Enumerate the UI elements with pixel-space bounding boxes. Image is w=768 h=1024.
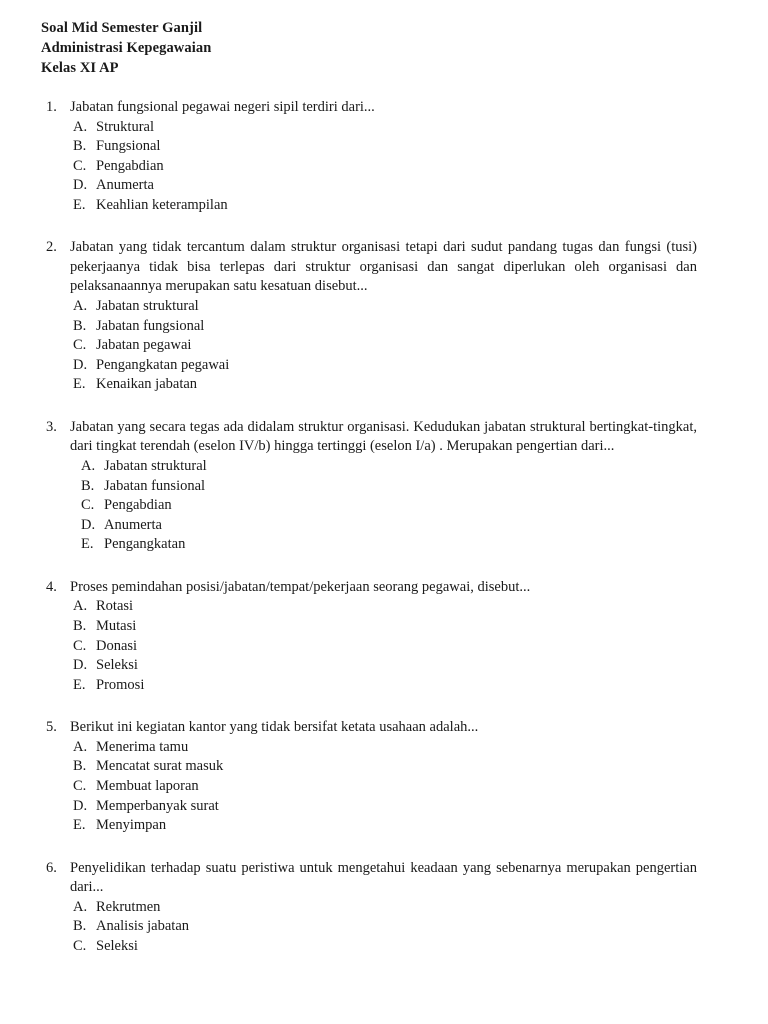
option-text: Struktural	[96, 118, 154, 135]
option-item[interactable]	[73, 777, 697, 797]
option-letter: E.	[73, 817, 86, 834]
option-letter: C.	[81, 497, 95, 514]
option-letter: A.	[73, 118, 88, 135]
option-item[interactable]	[81, 535, 697, 555]
option-letter: C.	[73, 157, 87, 174]
option-text: Pengabdian	[104, 497, 172, 514]
option-text: Pengangkatan pegawai	[96, 356, 230, 373]
option-item[interactable]	[73, 196, 697, 216]
option-text: Menyimpan	[96, 817, 167, 834]
option-list	[41, 898, 697, 957]
option-letter: B.	[81, 477, 95, 494]
option-letter: D.	[73, 657, 88, 674]
option-text: Promosi	[96, 676, 145, 693]
question-stem	[41, 859, 697, 898]
option-item[interactable]	[73, 336, 697, 356]
option-letter: A.	[73, 898, 88, 915]
option-letter: D.	[73, 356, 88, 373]
question-item	[41, 718, 697, 835]
option-text: Membuat laporan	[96, 778, 199, 795]
option-letter: E.	[73, 376, 86, 393]
option-item[interactable]	[73, 356, 697, 376]
question-text: Berikut ini kegiatan kantor yang tidak bersifat ketata usahaan adalah...	[70, 719, 479, 736]
option-letter: D.	[73, 177, 88, 194]
question-stem	[41, 238, 697, 297]
header-line-title: Soal Mid Semester Ganjil	[41, 20, 203, 36]
option-letter: C.	[73, 938, 87, 955]
question-number: 6.	[46, 859, 57, 876]
option-letter: E.	[73, 196, 86, 213]
option-text: Anumerta	[96, 177, 154, 194]
option-text: Analisis jabatan	[96, 918, 190, 935]
option-text: Jabatan funsional	[104, 477, 206, 494]
option-text: Seleksi	[96, 938, 138, 955]
option-item[interactable]	[81, 516, 697, 536]
document-header	[41, 18, 697, 78]
option-item[interactable]	[73, 375, 697, 395]
option-list	[41, 118, 697, 216]
option-letter: E.	[73, 676, 86, 693]
option-letter: C.	[73, 637, 87, 654]
option-text: Menerima tamu	[96, 738, 189, 755]
option-letter: B.	[73, 138, 87, 155]
question-stem	[41, 418, 697, 457]
option-letter: A.	[73, 738, 88, 755]
question-stem	[41, 578, 697, 598]
question-text: Jabatan yang tidak tercantum dalam struktur organisasi tetapi dari sudut pandang tugas dan fungsi (tusi) pekerjaanya tidak bisa terlepas dari struktur organisasi dan sangat diperlukan oleh organisasi dan pelaksanaannya merupakan satu kesatuan disebut...	[70, 239, 697, 295]
question-number: 5.	[46, 719, 57, 736]
option-item[interactable]	[73, 157, 697, 177]
option-item[interactable]	[73, 676, 697, 696]
option-text: Memperbanyak surat	[96, 797, 219, 814]
question-item	[41, 418, 697, 555]
option-text: Jabatan struktural	[104, 457, 207, 474]
option-item[interactable]	[73, 317, 697, 337]
option-list	[41, 297, 697, 395]
header-line-subject: Administrasi Kepegawaian	[41, 40, 212, 56]
option-text: Rotasi	[96, 598, 134, 615]
option-letter: B.	[73, 317, 87, 334]
question-item	[41, 238, 697, 394]
option-item[interactable]	[73, 617, 697, 637]
question-number: 4.	[46, 578, 57, 595]
option-text: Anumerta	[104, 516, 162, 533]
option-item[interactable]	[73, 297, 697, 317]
option-letter: E.	[81, 536, 94, 553]
option-letter: A.	[81, 457, 96, 474]
question-item	[41, 98, 697, 215]
question-text: Jabatan fungsional pegawai negeri sipil terdiri dari...	[70, 99, 375, 115]
option-letter: B.	[73, 918, 87, 935]
option-text: Pengabdian	[96, 157, 164, 174]
option-item[interactable]	[81, 496, 697, 516]
option-text: Jabatan pegawai	[96, 337, 192, 354]
option-letter: B.	[73, 618, 87, 634]
option-text: Pengangkatan	[104, 536, 186, 553]
option-list	[41, 457, 697, 555]
option-item[interactable]	[73, 137, 697, 157]
option-text: Jabatan fungsional	[96, 317, 205, 334]
option-item[interactable]	[81, 457, 697, 477]
header-line-class: Kelas XI AP	[41, 60, 119, 76]
option-list	[41, 597, 697, 695]
option-text: Jabatan struktural	[96, 297, 199, 314]
option-text: Donasi	[96, 637, 138, 654]
option-item[interactable]	[73, 937, 697, 957]
option-letter: C.	[73, 778, 87, 795]
option-letter: A.	[73, 297, 88, 314]
option-item[interactable]	[73, 118, 697, 138]
question-stem	[41, 98, 697, 118]
option-letter: D.	[81, 516, 96, 533]
option-letter: C.	[73, 337, 87, 354]
option-letter: A.	[73, 598, 88, 615]
option-item[interactable]	[73, 898, 697, 918]
option-item[interactable]	[73, 917, 697, 937]
question-stem	[41, 718, 697, 738]
option-text: Mencatat surat masuk	[96, 758, 224, 775]
question-text: Proses pemindahan posisi/jabatan/tempat/pekerjaan seorang pegawai, disebut...	[70, 578, 531, 595]
option-text: Mutasi	[96, 618, 137, 634]
option-item[interactable]	[73, 797, 697, 817]
option-item[interactable]	[73, 738, 697, 758]
question-number: 2.	[46, 239, 57, 256]
option-list	[41, 738, 697, 836]
option-item[interactable]	[81, 477, 697, 497]
question-number: 1.	[46, 99, 57, 115]
question-text: Jabatan yang secara tegas ada didalam struktur organisasi. Kedudukan jabatan struktural bertingkat-tingkat, dari tingkat terendah (eselon IV/b) hingga tertinggi (eselon I/a) . Merupakan pengertian dari...	[70, 418, 697, 455]
option-text: Keahlian keterampilan	[96, 196, 228, 213]
option-item[interactable]	[73, 176, 697, 196]
option-text: Seleksi	[96, 657, 138, 674]
option-item[interactable]	[73, 597, 697, 617]
option-letter: B.	[73, 758, 87, 775]
option-text: Kenaikan jabatan	[96, 376, 198, 393]
question-item	[41, 859, 697, 957]
option-text: Rekrutmen	[96, 898, 161, 915]
option-item[interactable]	[73, 637, 697, 657]
option-text: Fungsional	[96, 138, 161, 155]
option-item[interactable]	[73, 757, 697, 777]
question-item	[41, 578, 697, 695]
question-list	[41, 98, 697, 957]
option-item[interactable]	[73, 656, 697, 676]
option-letter: D.	[73, 797, 88, 814]
option-item[interactable]	[73, 816, 697, 836]
question-number: 3.	[46, 418, 57, 435]
question-text: Penyelidikan terhadap suatu peristiwa untuk mengetahui keadaan yang sebenarnya merupakan pengertian dari...	[70, 859, 697, 896]
